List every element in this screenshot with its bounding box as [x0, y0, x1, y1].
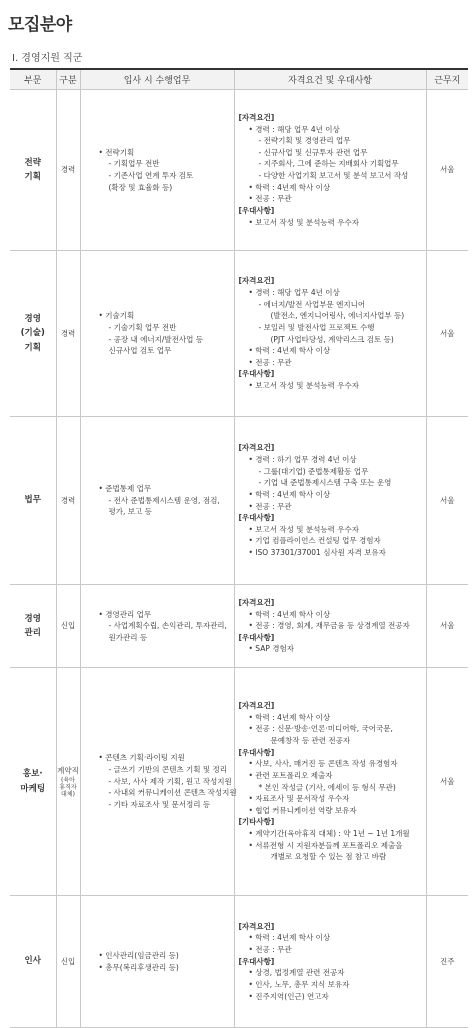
dept-cell: 법무	[10, 417, 56, 585]
qualification-line: 개별로 요청할 수 있는 점 참고 바람	[270, 852, 387, 862]
qualification-line: - 전략기획 및 경영관리 업무	[258, 136, 351, 146]
kind-label: 계약직	[57, 765, 79, 775]
qualifications-cell	[234, 668, 426, 896]
header-duties: 입사 시 수행업무	[80, 69, 234, 90]
kind-label: 신입	[60, 956, 76, 966]
qualification-line: (발전소, 엔지니어링사, 에너지사업부 등)	[270, 311, 405, 321]
location-cell: 서울	[426, 90, 468, 251]
qualification-line: • 경력 : 해당 업무 4년 이상	[248, 124, 340, 134]
kind-note: (육아 휴직자 대체)	[59, 776, 77, 798]
qualification-line: • 경력 : 해당 업무 4년 이상	[248, 288, 340, 297]
dept-cell: 인사	[10, 896, 56, 1028]
qualification-heading: [자격요건]	[238, 112, 275, 122]
qualification-heading: [자격요건]	[238, 276, 275, 286]
qualification-line: • 경력 : 하기 업무 경력 4년 이상	[248, 455, 357, 464]
qualification-heading: [우대사항]	[238, 369, 275, 379]
kind-cell	[56, 417, 80, 585]
table-row	[10, 585, 468, 668]
qualification-line: • 사보, 사사, 매거진 등 콘텐츠 작성 유경험자	[248, 759, 398, 769]
qualification-line: • 학력 : 4년제 학사 이상	[248, 489, 331, 499]
qualification-line: • 학력 : 4년제 학사 이상	[248, 712, 331, 722]
qualification-line: • 서류전형 시 지원자분들께 포트폴리오 제출을	[248, 840, 403, 850]
duty-line: - 공장 내 에너지/발전사업 등	[108, 334, 203, 344]
qualification-line: • 관련 포트폴리오 제출자	[248, 770, 333, 780]
qualification-line: • 보고서 작성 및 분석능력 우수자	[248, 217, 360, 227]
recruitment-table	[10, 68, 468, 1028]
qualification-line: • 진주지역(인근) 연고자	[248, 991, 329, 1001]
qualification-line: • ISO 37301/37001 심사원 자격 보유자	[248, 548, 386, 557]
header-location: 근무지	[426, 69, 468, 90]
qualification-line: • 보고서 작성 및 분석능력 우수자	[248, 381, 360, 390]
table-row	[10, 90, 468, 251]
duty-line: - 글쓰기 기반의 콘텐츠 기획 및 정리	[108, 765, 227, 775]
duty-line: - 기획업무 전반	[108, 159, 160, 169]
table-row	[10, 417, 468, 585]
location-cell: 서울	[426, 585, 468, 668]
duty-line: • 전략기획	[98, 147, 135, 157]
qualification-line: • 전공 : 무관	[248, 194, 292, 204]
qualification-heading: [기타사항]	[238, 817, 275, 827]
location-cell: 서울	[426, 417, 468, 585]
dept-cell: 전략 기획	[10, 90, 56, 251]
section-subtitle: Ⅰ. 경영지원 직군	[12, 53, 83, 64]
duty-line: 평가, 보고 등	[108, 507, 152, 517]
qualification-line: • 학력 : 4년제 학사 이상	[248, 933, 331, 943]
duty-line: - 전사 준법통제시스템 운영, 점검,	[108, 495, 220, 505]
qualification-heading: [자격요건]	[238, 443, 275, 453]
duties-cell	[80, 668, 237, 896]
duties-cell	[80, 90, 234, 251]
qualification-line: • 학력 : 4년제 학사 이상	[248, 609, 331, 619]
table-row	[10, 668, 468, 896]
location-cell: 서울	[426, 251, 468, 417]
qualification-line: • 전공 : 신문·방송·언론·미디어학, 국어국문,	[248, 724, 393, 734]
qualification-line: • 보고서 작성 및 분석능력 우수자	[248, 524, 360, 534]
duty-line: - 기타 자료조사 및 문서정리 등	[108, 799, 211, 809]
qualification-line: • 학력 : 4년제 학사 이상	[248, 346, 331, 356]
duty-line: • 경영관리 업무	[98, 609, 152, 619]
kind-cell	[56, 251, 80, 417]
kind-cell	[56, 896, 80, 1028]
location-cell: 진주	[426, 896, 468, 1028]
duty-line: - 사내외 커뮤니케이션 콘텐츠 작성지원	[108, 788, 237, 798]
duty-line: 원가관리 등	[108, 632, 148, 642]
qualification-heading: [우대사항]	[238, 956, 275, 966]
qualification-line: - 기업 내 준법통제시스템 구축 또는 운영	[258, 478, 392, 488]
qualifications-cell	[234, 251, 426, 417]
duties-cell	[80, 896, 234, 1028]
duty-line: • 준법통제 업무	[98, 484, 152, 494]
qualification-line: • 상경, 법정계열 관련 전공자	[248, 968, 345, 978]
dept-cell: 경영 관리	[10, 585, 56, 668]
kind-cell	[56, 585, 80, 668]
duty-line: - 사보, 사사 제작 기획, 원고 작성지원	[108, 776, 232, 786]
duty-line: • 기술기획	[98, 311, 135, 321]
kind-cell	[56, 668, 80, 896]
qualification-heading: [자격요건]	[238, 921, 275, 931]
duty-line: 신규사업 검토 업무	[108, 346, 172, 356]
qualification-heading: [우대사항]	[238, 205, 275, 215]
qualification-line: • 전공 : 경영, 회계, 재무금융 등 상경계열 전공자	[248, 621, 410, 631]
qualification-line: • 전공 : 무관	[248, 357, 292, 367]
page-title: 모집분야	[8, 15, 72, 35]
kind-label: 경력	[60, 328, 76, 338]
qualification-heading: [우대사항]	[238, 747, 275, 757]
qualification-heading: [우대사항]	[238, 513, 275, 523]
header-qualifications: 자격요건 및 우대사항	[234, 69, 426, 90]
qualifications-cell	[234, 896, 426, 1028]
duties-cell	[80, 585, 234, 668]
qualification-heading: [자격요건]	[238, 701, 275, 711]
qualification-line: • 전공 : 무관	[248, 501, 292, 511]
qualification-line: • 계약기간(육아휴직 대체) : 약 1년 ~ 1년 1개월	[248, 829, 410, 838]
qualification-line: • 협업 커뮤니케이션 역량 보유자	[248, 805, 357, 815]
table-body	[10, 90, 468, 1028]
duty-line: - 사업계획수립, 손익관리, 투자관리,	[108, 621, 227, 631]
qualification-line: • 기업 컴플라이언스 컨설팅 업무 경험자	[248, 536, 381, 546]
qualification-line: - 보일러 및 발전사업 프로젝트 수행	[258, 322, 375, 332]
qualifications-cell	[234, 585, 426, 668]
qualification-heading: [우대사항]	[238, 632, 275, 642]
qualification-line: 문예창작 등 관련 전공자	[270, 736, 351, 745]
duty-line: • 콘텐츠 기획·라이팅 지원	[98, 753, 185, 763]
header-dept: 부문	[10, 69, 56, 90]
kind-label: 경력	[60, 165, 76, 175]
location-cell: 서울	[426, 668, 468, 896]
qualification-line: • 학력 : 4년제 학사 이상	[248, 182, 331, 192]
qualification-line: - 신규사업 및 신규투자 관련 업무	[258, 147, 368, 157]
dept-cell: 홍보· 마케팅	[10, 668, 56, 896]
qualification-line: - 그룹(대기업) 준법통제활동 업무	[258, 466, 369, 476]
duty-line: (확장 및 효율화 등)	[108, 182, 173, 192]
kind-label: 신입	[60, 621, 76, 631]
table-row	[10, 896, 468, 1028]
table-header-row	[10, 69, 468, 90]
qualification-line: - 에너지/발전 사업부문 엔지니어	[258, 299, 366, 309]
kind-cell	[56, 90, 80, 251]
duty-line: - 기술기획 업무 전반	[108, 322, 177, 332]
qualification-line: • SAP 경험자	[248, 644, 294, 654]
kind-label: 경력	[60, 495, 76, 505]
qualification-line: - 다양한 사업기획 보고서 및 분석 보고서 작성	[258, 171, 409, 180]
qualification-heading: [자격요건]	[238, 597, 275, 607]
qualifications-cell	[234, 90, 426, 251]
duty-line: • 인사관리(임금관리 등)	[98, 950, 179, 960]
duty-line: - 기존사업 연계 투자 검토	[108, 171, 194, 180]
qualification-line: (PJT 사업타당성, 계약리스크 검토 등)	[270, 334, 394, 344]
duty-line: • 총무(복리후생관리 등)	[98, 962, 179, 972]
header-kind: 구분	[56, 69, 80, 90]
duties-cell	[80, 251, 234, 417]
qualification-line: • 전공 : 무관	[248, 945, 292, 955]
duties-cell	[80, 417, 234, 585]
qualification-line: * 본인 작성글 (기사, 에세이 등 형식 무관)	[258, 782, 396, 792]
dept-cell: 경영 (기술) 기획	[10, 251, 56, 417]
qualifications-cell	[234, 417, 426, 585]
qualification-line: • 자료조사 및 문서작성 우수자	[248, 794, 350, 804]
table-row	[10, 251, 468, 417]
qualification-line: - 지주회사, 그에 준하는 지배회사 기획업무	[258, 159, 399, 169]
qualification-line: • 인사, 노무, 총무 지식 보유자	[248, 979, 350, 989]
